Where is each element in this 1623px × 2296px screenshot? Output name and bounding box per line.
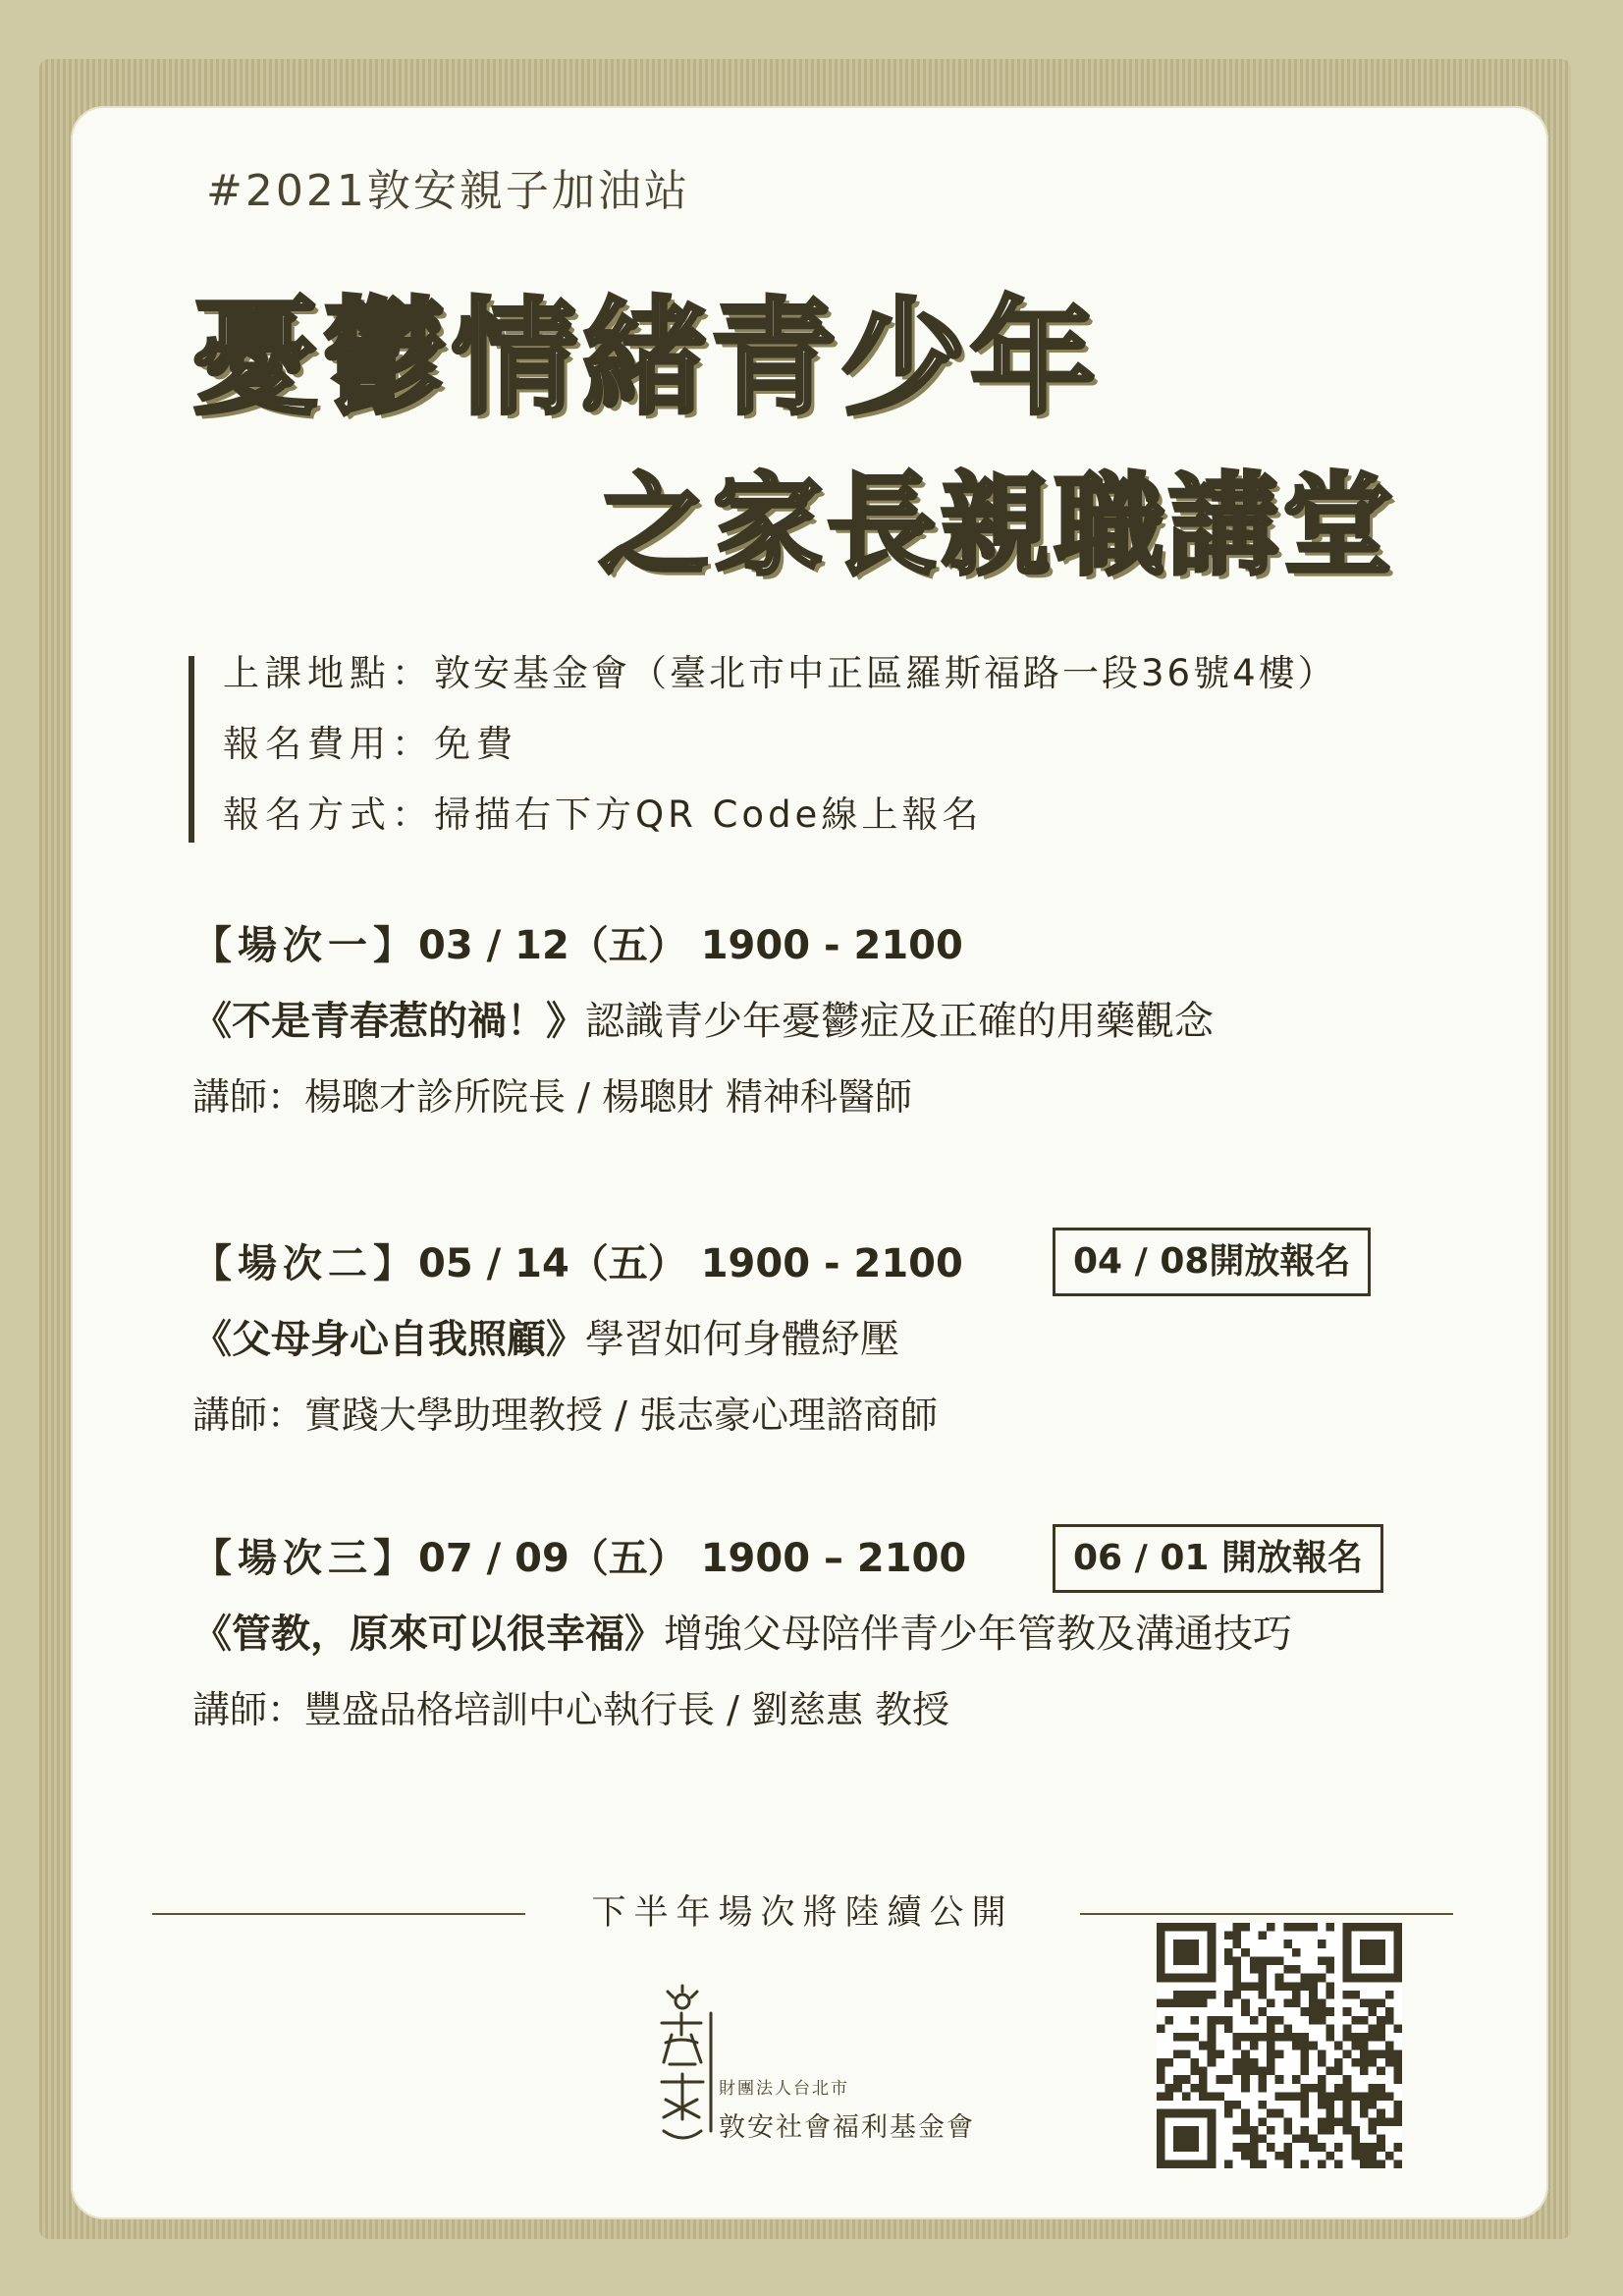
session-header [192,911,1420,980]
org-prefix: 財團法人台北市 [719,2079,849,2099]
session-tag: 【場次一】 [192,923,418,968]
info-row-location [223,638,1416,709]
session-desc: 學習如何身體紓壓 [585,1317,899,1362]
info-value: 免費 [434,723,518,765]
session-1 [192,911,1420,1131]
info-row-method [223,780,1416,850]
title-line-1: 憂鬱情緒青少年 [192,286,1101,432]
title-line-2: 之家長親職講堂 [599,463,1396,590]
session-topic-line [192,980,1420,1063]
session-date: 05 / 14（五） 1900 - 2100 [418,1241,963,1286]
session-date: 03 / 12（五） 1900 - 2100 [418,923,963,968]
session-topic: 《父母身心自我照顧》 [192,1317,585,1362]
info-label: 報名費用： [223,723,434,765]
info-value: 敦安基金會（臺北市中正區羅斯福路一段36號4樓） [434,652,1337,694]
org-name: 敦安社會福利基金會 [719,2112,975,2143]
info-block [189,638,1416,850]
session-topic: 《不是青春惹的禍！》 [192,999,585,1044]
info-value: 掃描右下方QR Code線上報名 [434,793,983,836]
footer-note: 下半年場次將陸續公開 [591,1893,1014,1933]
session-date: 07 / 09（五） 1900 – 2100 [418,1536,967,1581]
session-tag: 【場次三】 [192,1536,418,1581]
organization-logo [648,1984,982,2180]
registration-open-badge: 06 / 01 開放報名 [1053,1524,1383,1593]
session-speaker: 講師：實踐大學助理教授 / 張志豪心理諮商師 [192,1394,938,1437]
info-bar [189,656,194,843]
info-label: 上課地點： [223,652,434,694]
session-topic-line [192,1593,1420,1675]
divider-line-right [1080,1913,1453,1915]
divider-line-left [152,1913,525,1915]
session-desc: 認識青少年憂鬱症及正確的用藥觀念 [585,999,1214,1044]
session-speaker: 講師：楊聰才診所院長 / 楊聰財 精神科醫師 [192,1075,913,1119]
session-desc: 增強父母陪伴青少年管教及溝通技巧 [664,1612,1292,1657]
session-tag: 【場次二】 [192,1241,418,1286]
session-topic-line [192,1298,1420,1381]
info-label: 報名方式： [223,793,434,836]
registration-open-badge: 04 / 08開放報名 [1053,1228,1371,1296]
qr-code-icon[interactable] [1157,1923,1402,2168]
info-row-fee [223,709,1416,780]
session-speaker: 講師：豐盛品格培訓中心執行長 / 劉慈惠 教授 [192,1688,950,1731]
hashtag: #2021敦安親子加油站 [206,166,690,216]
session-topic: 《管教，原來可以很幸福》 [192,1612,664,1657]
logo-mark-icon [648,1984,717,2151]
